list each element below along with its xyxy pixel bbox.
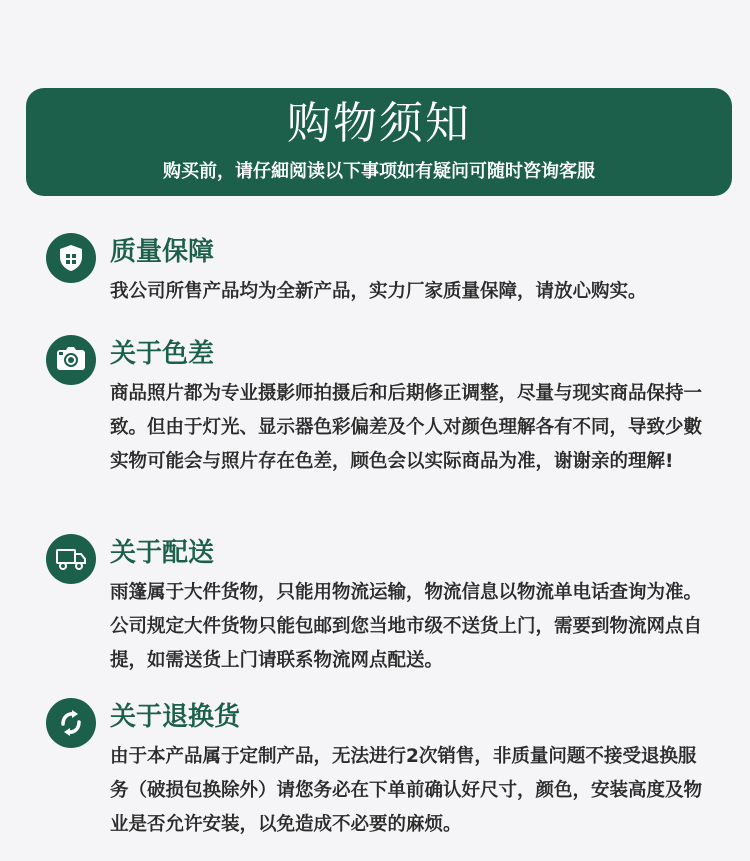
page-title: 购物须知	[287, 98, 471, 149]
section-title: 关于退换货	[110, 702, 241, 732]
section-title: 关于配送	[110, 538, 215, 568]
section-body: 由于本产品属于定制产品，无法进行2次销售，非质量问题不接受退换服务（破损包换除外）请您务必在下单前确认好尺寸，颜色，安装高度及物业是否允许安装，以免造成不必要的麻烦。	[110, 746, 703, 835]
shield-icon	[46, 233, 96, 283]
section-title: 质量保障	[110, 237, 215, 267]
truck-icon	[46, 534, 96, 584]
section-body: 商品照片都为专业摄影师拍摄后和后期修正调整，尽量与现实商品保持一致。但由于灯光、显示器色彩偏差及个人对颜色理解各有不同，导致少數实物可能会与照片存在色差，顾色会以实际商品为准，谢谢亲的理解!	[110, 383, 703, 472]
section-body: 雨篷属于大件货物，只能用物流运输，物流信息以物流单电话查询为准。公司规定大件货物只能包邮到您当地市级不送货上门，需要到物流网点自提，如需送货上门请联系物流网点配送。	[110, 582, 703, 671]
section-body: 我公司所售产品均为全新产品，实力厂家质量保障，请放心购实。	[110, 281, 647, 302]
exchange-arrows-icon	[46, 698, 96, 748]
section-title: 关于色差	[110, 339, 215, 369]
header-banner	[26, 88, 732, 196]
page-subtitle: 购买前，请仔細阅读以下事项如有疑问可随时咨询客服	[163, 161, 595, 182]
camera-icon	[46, 335, 96, 385]
